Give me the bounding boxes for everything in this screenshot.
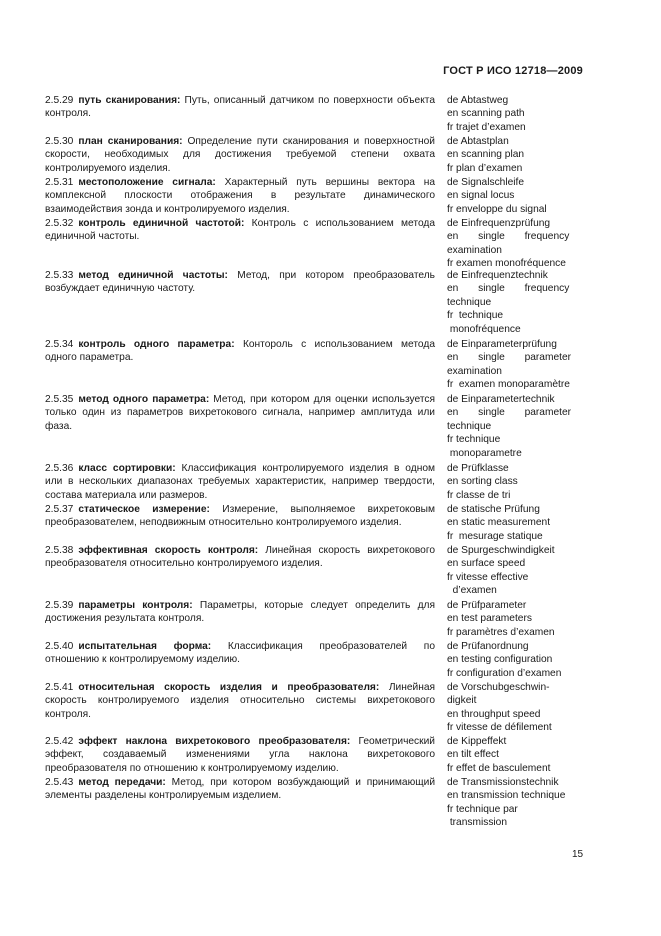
translation-line: en transmission technique [447, 790, 566, 802]
translation-line: en static measurement [447, 517, 551, 529]
term-number: 2.5.32 [45, 218, 74, 229]
translation-line: fr enveloppe du signal [447, 203, 547, 215]
term-definition-text: Метод, при котором для оценки используется только один из параметров вихретокового сигнала, например амплитуда или фаза. [45, 394, 436, 432]
term-definition [45, 135, 435, 175]
translation-line: en tilt effect [447, 749, 499, 761]
translation-line: transmission [447, 817, 508, 829]
term-definition-text: Метод, при котором преобразователь возбуждает единичную частоту. [45, 270, 435, 295]
translation-line: de Einfrequenztechnik [447, 270, 548, 281]
term-translations [447, 681, 582, 735]
translation-line: examination [447, 365, 502, 377]
term-definition-text: Характерный путь вершины вектора на комплексной плоскости отображения в результате динамического взаимодействия зонда и контролируемого изделия. [45, 177, 435, 215]
term-translations [447, 544, 582, 598]
term-definition [45, 640, 435, 667]
term-name: метод одного параметра: [78, 394, 210, 405]
term-number: 2.5.42 [45, 736, 74, 747]
term-translations [447, 735, 582, 775]
term-name: статическое измерение: [78, 504, 210, 515]
term-name: план сканирования: [78, 136, 183, 147]
term-definition [45, 776, 435, 803]
translation-line: en single frequency [447, 231, 570, 243]
translation-line: de Spurgeschwindigkeit [447, 545, 555, 556]
term-number: 2.5.39 [45, 600, 74, 611]
translation-line: de Prüfklasse [447, 463, 509, 474]
term-definition [45, 94, 435, 121]
term-number: 2.5.40 [45, 641, 74, 652]
term-name: метод передачи: [78, 777, 166, 788]
term-definition-text: Метод, при котором возбуждающий и принимающий элементы разделены контролируемым изделием. [45, 777, 436, 802]
translation-line: en signal locus [447, 190, 515, 202]
translation-line: digkeit [447, 695, 477, 707]
translation-line: fr technique [447, 434, 501, 446]
term-definition [45, 269, 435, 296]
translation-line: fr technique par [447, 803, 518, 815]
term-number: 2.5.29 [45, 95, 74, 106]
translation-line: fr plan d’examen [447, 162, 523, 174]
translation-line: de Kippeffekt [447, 736, 507, 747]
term-name: метод единичной частоты: [78, 270, 228, 281]
term-number: 2.5.37 [45, 504, 74, 515]
translation-line: fr examen monoparamètre [447, 379, 570, 391]
translation-line: examination [447, 244, 502, 256]
term-translations [447, 776, 582, 830]
term-number: 2.5.34 [45, 339, 74, 350]
term-translations [447, 135, 582, 175]
term-definition [45, 735, 435, 775]
translation-line: technique [447, 420, 492, 432]
term-name: параметры контроля: [78, 600, 193, 611]
term-translations [447, 338, 582, 392]
term-name: контроль одного параметра: [78, 339, 235, 350]
translation-line: fr classe de tri [447, 489, 511, 501]
term-translations [447, 462, 582, 502]
term-translations [447, 269, 582, 336]
term-name: испытательная форма: [78, 641, 212, 652]
term-definition [45, 217, 435, 244]
term-number: 2.5.33 [45, 270, 74, 281]
term-translations [447, 176, 582, 216]
translation-line: en scanning plan [447, 149, 525, 161]
term-number: 2.5.35 [45, 394, 74, 405]
term-definition [45, 681, 435, 721]
term-translations [447, 599, 582, 639]
term-name: класс сортировки: [78, 463, 176, 474]
term-definition [45, 176, 435, 216]
term-definition-text: Линейная скорость контролируемого изделия относительно системы вихретокового контроля. [45, 682, 436, 720]
translation-line: fr effet de basculement [447, 762, 551, 774]
translation-line: de Transmissionstechnik [447, 777, 559, 788]
page-number: 15 [572, 849, 584, 860]
term-number: 2.5.36 [45, 463, 74, 474]
term-number: 2.5.31 [45, 177, 74, 188]
term-number: 2.5.43 [45, 777, 74, 788]
term-name: эффект наклона вихретокового преобразователя: [78, 736, 351, 747]
term-number: 2.5.38 [45, 545, 74, 556]
translation-line: fr vitesse effective [447, 571, 529, 583]
translation-line: fr paramètres d’examen [447, 626, 555, 638]
translation-line: de Signalschleife [447, 177, 525, 188]
translation-line: de Einfrequenzprüfung [447, 218, 551, 229]
translation-line: d’examen [447, 585, 497, 597]
term-translations [447, 393, 582, 460]
translation-line: de statische Prüfung [447, 504, 540, 515]
translation-line: fr vitesse de défilement [447, 722, 552, 734]
translation-line: de Einparametertechnik [447, 394, 555, 405]
term-translations [447, 94, 582, 134]
translation-line: de Prüfparameter [447, 600, 527, 611]
translation-line: monofréquence [447, 323, 521, 335]
term-definition-text: Определение пути сканирования и поверхностной скорости, необходимых для достижения требуемой степени охвата контролируемого изделия. [45, 136, 435, 174]
translation-line: en single frequency [447, 283, 570, 295]
translation-line: en testing configuration [447, 654, 553, 666]
translation-line: de Abtastweg [447, 95, 509, 106]
term-definition [45, 544, 435, 571]
term-definition-text: Геометрический эффект, создаваемый изменениями угла наклона вихретокового преобразователя по отношению к контролируемому изделию. [45, 736, 435, 774]
term-definition [45, 338, 435, 365]
translation-line: de Abtastplan [447, 136, 509, 147]
translation-line: fr technique [447, 310, 504, 322]
term-number: 2.5.41 [45, 682, 74, 693]
translation-line: monoparametre [447, 447, 522, 459]
term-definition-text: Контороль с использованием метода одного параметра. [45, 339, 435, 364]
translation-line: en sorting class [447, 476, 518, 488]
term-translations [447, 503, 582, 543]
translation-line: fr trajet d’examen [447, 121, 526, 133]
term-name: относительная скорость изделия и преобразователя: [78, 682, 380, 693]
term-name: эффективная скорость контроля: [78, 545, 259, 556]
translation-line: fr examen monofréquence [447, 258, 566, 270]
term-definition [45, 393, 435, 433]
term-translations [447, 640, 582, 680]
term-definition-text: Линейная скорость вихретокового преобразователя относительно контролируемого изделия. [45, 545, 436, 570]
term-definition-text: Классификация преобразователей по отношению к контролируемому изделию. [45, 641, 435, 666]
term-translations [447, 217, 582, 271]
translation-line: de Vorschubgeschwin- [447, 682, 550, 693]
term-definition [45, 462, 435, 502]
translation-line: en throughput speed [447, 708, 541, 720]
term-definition-text: Параметры, которые следует определить для достижения результата контроля. [45, 600, 435, 625]
translation-line: en scanning path [447, 108, 525, 120]
term-name: путь сканирования: [78, 95, 181, 106]
term-definition [45, 503, 435, 530]
term-definition-text: Измерение, выполняемое вихретоковым преобразователем, неподвижным относительно контролируемого изделия. [45, 504, 435, 529]
translation-line: fr configuration d’examen [447, 667, 562, 679]
translation-line: en single parameter [447, 352, 572, 364]
term-definition-text: Контроль с использованием метода единичной частоты. [45, 218, 435, 243]
term-definition [45, 599, 435, 626]
translation-line: technique [447, 296, 492, 308]
translation-line: en test parameters [447, 613, 532, 625]
term-number: 2.5.30 [45, 136, 74, 147]
term-name: местоположение сигнала: [78, 177, 216, 188]
translation-line: fr mesurage statique [447, 530, 543, 542]
standard-header: ГОСТ Р ИСО 12718—2009 [443, 65, 583, 77]
translation-line: de Prüfanordnung [447, 641, 529, 652]
term-definition-text: Классификация контролируемого изделия в одном или в нескольких диапазонах требуемых характеристик, например твердости, состава материала или размеров. [45, 463, 435, 501]
term-definition-text: Путь, описанный датчиком по поверхности объекта контроля. [45, 95, 435, 120]
translation-line: en single parameter [447, 407, 572, 419]
translation-line: de Einparameterprüfung [447, 339, 557, 350]
translation-line: en surface speed [447, 558, 526, 570]
term-name: контроль единичной частотой: [78, 218, 245, 229]
